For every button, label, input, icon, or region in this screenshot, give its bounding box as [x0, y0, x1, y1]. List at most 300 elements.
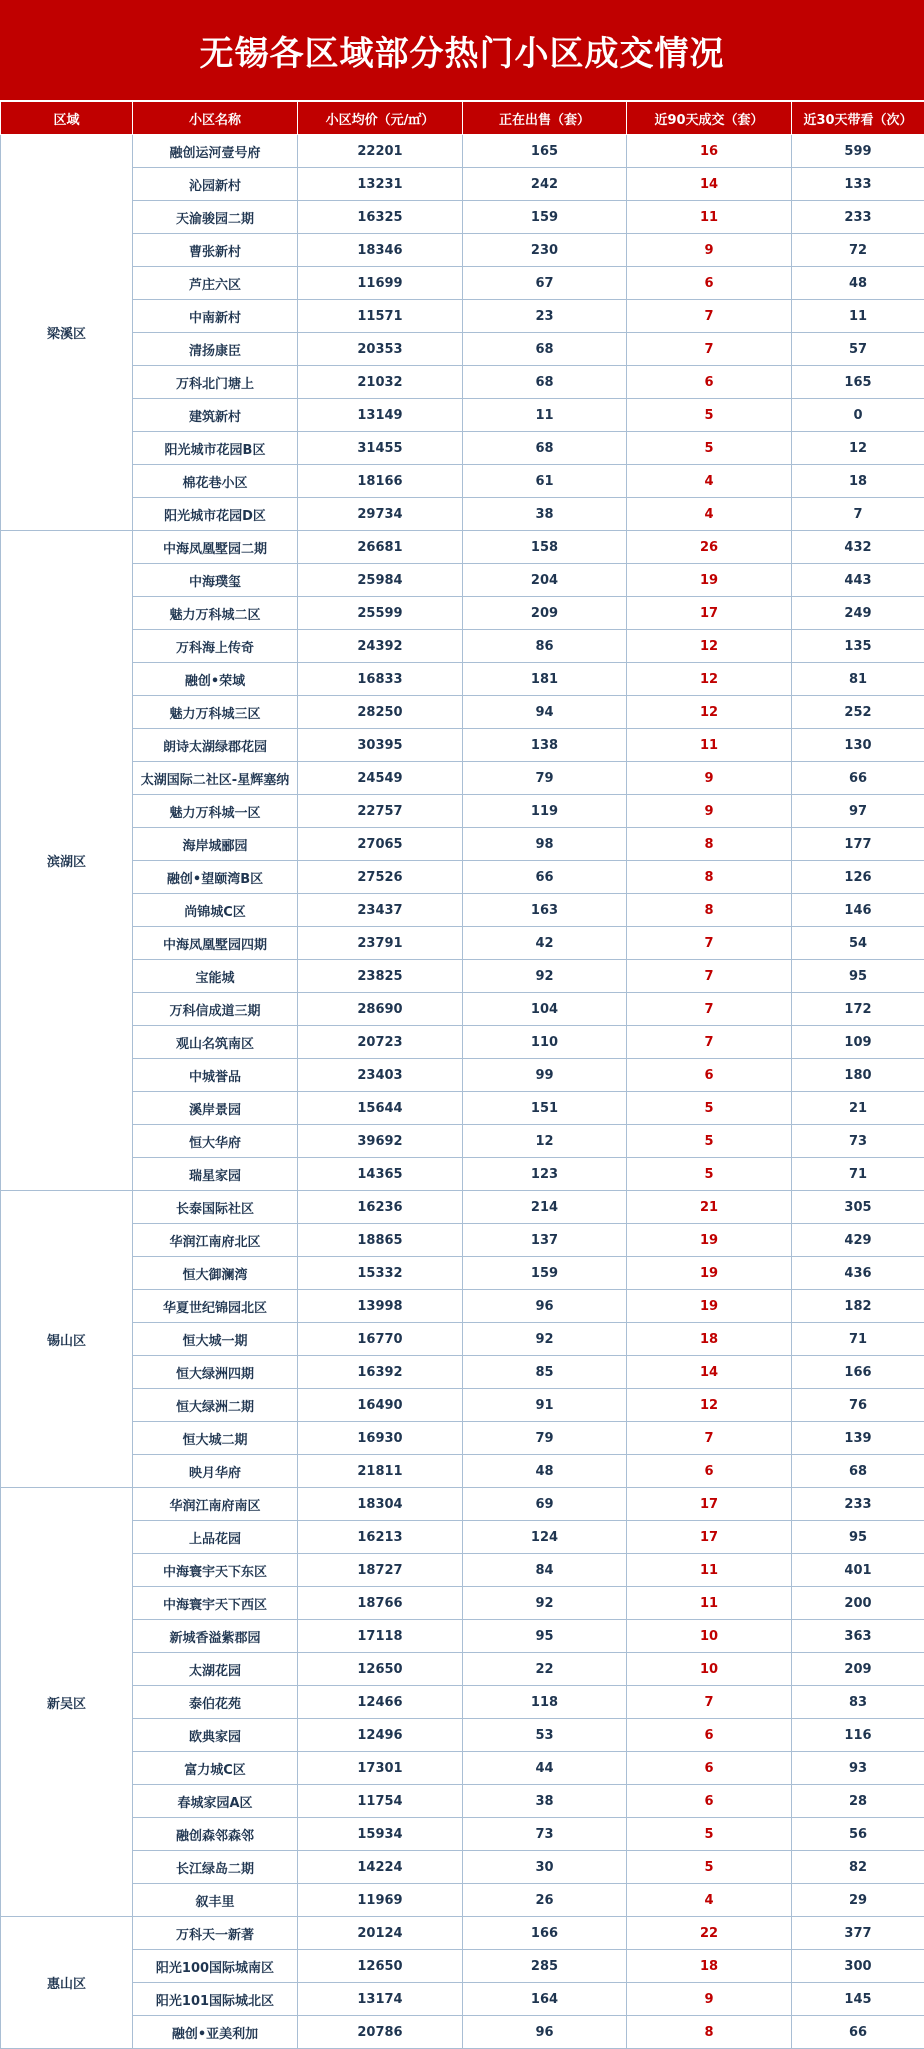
views-30d-cell: 71: [792, 1158, 924, 1191]
table-row: [1, 597, 924, 630]
views-30d-cell: 68: [792, 1455, 924, 1488]
avg-price-cell: 26681: [298, 531, 463, 564]
avg-price-cell: 16392: [298, 1356, 463, 1389]
on-sale-cell: 159: [463, 201, 627, 234]
community-name-cell: 映月华府: [133, 1455, 298, 1488]
deals-90d-cell: 9: [627, 234, 792, 267]
header-community-name: 小区名称: [133, 102, 298, 135]
deals-90d-cell: 7: [627, 333, 792, 366]
views-30d-cell: 97: [792, 795, 924, 828]
deals-90d-cell: 5: [627, 1158, 792, 1191]
on-sale-cell: 98: [463, 828, 627, 861]
deals-90d-cell: 5: [627, 1818, 792, 1851]
on-sale-cell: 85: [463, 1356, 627, 1389]
views-30d-cell: 109: [792, 1026, 924, 1059]
table-body: [1, 135, 924, 2049]
deals-90d-cell: 12: [627, 630, 792, 663]
views-30d-cell: 126: [792, 861, 924, 894]
avg-price-cell: 25599: [298, 597, 463, 630]
views-30d-cell: 95: [792, 960, 924, 993]
avg-price-cell: 15644: [298, 1092, 463, 1125]
table-row: [1, 729, 924, 762]
avg-price-cell: 17118: [298, 1620, 463, 1653]
views-30d-cell: 209: [792, 1653, 924, 1686]
header-district: 区域: [1, 102, 133, 135]
avg-price-cell: 22201: [298, 135, 463, 168]
views-30d-cell: 93: [792, 1752, 924, 1785]
deals-90d-cell: 4: [627, 1884, 792, 1917]
avg-price-cell: 11969: [298, 1884, 463, 1917]
on-sale-cell: 66: [463, 861, 627, 894]
views-30d-cell: 182: [792, 1290, 924, 1323]
on-sale-cell: 181: [463, 663, 627, 696]
community-name-cell: 朗诗太湖绿郡花园: [133, 729, 298, 762]
community-name-cell: 上品花园: [133, 1521, 298, 1554]
community-name-cell: 万科信成道三期: [133, 993, 298, 1026]
table-row: [1, 1290, 924, 1323]
deals-90d-cell: 22: [627, 1917, 792, 1950]
deals-90d-cell: 18: [627, 1323, 792, 1356]
deals-90d-cell: 6: [627, 1719, 792, 1752]
on-sale-cell: 204: [463, 564, 627, 597]
table-header-row: [1, 102, 924, 135]
views-30d-cell: 130: [792, 729, 924, 762]
views-30d-cell: 72: [792, 234, 924, 267]
deals-90d-cell: 6: [627, 1059, 792, 1092]
deals-90d-cell: 11: [627, 201, 792, 234]
views-30d-cell: 377: [792, 1917, 924, 1950]
community-name-cell: 中南新村: [133, 300, 298, 333]
avg-price-cell: 18766: [298, 1587, 463, 1620]
avg-price-cell: 11699: [298, 267, 463, 300]
table-row: [1, 1455, 924, 1488]
avg-price-cell: 14365: [298, 1158, 463, 1191]
avg-price-cell: 18304: [298, 1488, 463, 1521]
table-row: [1, 1323, 924, 1356]
deals-90d-cell: 7: [627, 927, 792, 960]
on-sale-cell: 110: [463, 1026, 627, 1059]
on-sale-cell: 138: [463, 729, 627, 762]
table-row: [1, 927, 924, 960]
table-row: [1, 1653, 924, 1686]
views-30d-cell: 18: [792, 465, 924, 498]
views-30d-cell: 57: [792, 333, 924, 366]
community-name-cell: 富力城C区: [133, 1752, 298, 1785]
table-row: [1, 1158, 924, 1191]
community-name-cell: 建筑新村: [133, 399, 298, 432]
table-row: [1, 465, 924, 498]
deals-90d-cell: 7: [627, 300, 792, 333]
on-sale-cell: 164: [463, 1983, 627, 2016]
views-30d-cell: 54: [792, 927, 924, 960]
avg-price-cell: 16930: [298, 1422, 463, 1455]
table-row: [1, 960, 924, 993]
views-30d-cell: 305: [792, 1191, 924, 1224]
community-name-cell: 太湖国际二社区-星辉塞纳: [133, 762, 298, 795]
views-30d-cell: 28: [792, 1785, 924, 1818]
community-name-cell: 长泰国际社区: [133, 1191, 298, 1224]
table-row: [1, 135, 924, 168]
on-sale-cell: 30: [463, 1851, 627, 1884]
avg-price-cell: 16325: [298, 201, 463, 234]
views-30d-cell: 82: [792, 1851, 924, 1884]
deals-90d-cell: 9: [627, 762, 792, 795]
on-sale-cell: 96: [463, 2016, 627, 2049]
district-cell: 滨湖区: [1, 531, 133, 1191]
community-name-cell: 魅力万科城一区: [133, 795, 298, 828]
table-row: [1, 1818, 924, 1851]
community-name-cell: 万科天一新著: [133, 1917, 298, 1950]
views-30d-cell: 401: [792, 1554, 924, 1587]
table-row: [1, 1356, 924, 1389]
views-30d-cell: 12: [792, 432, 924, 465]
views-30d-cell: 429: [792, 1224, 924, 1257]
table-row: [1, 1257, 924, 1290]
table-row: [1, 399, 924, 432]
avg-price-cell: 27526: [298, 861, 463, 894]
table-row: [1, 168, 924, 201]
avg-price-cell: 16213: [298, 1521, 463, 1554]
avg-price-cell: 18166: [298, 465, 463, 498]
deals-90d-cell: 10: [627, 1653, 792, 1686]
table-row: [1, 1851, 924, 1884]
on-sale-cell: 95: [463, 1620, 627, 1653]
table-row: [1, 366, 924, 399]
on-sale-cell: 124: [463, 1521, 627, 1554]
avg-price-cell: 12496: [298, 1719, 463, 1752]
table-row: [1, 2016, 924, 2049]
community-name-cell: 恒大城二期: [133, 1422, 298, 1455]
deals-90d-cell: 7: [627, 993, 792, 1026]
views-30d-cell: 432: [792, 531, 924, 564]
header-on-sale: 正在出售（套）: [463, 102, 627, 135]
community-name-cell: 沁园新村: [133, 168, 298, 201]
community-name-cell: 长江绿岛二期: [133, 1851, 298, 1884]
table-row: [1, 1785, 924, 1818]
on-sale-cell: 26: [463, 1884, 627, 1917]
views-30d-cell: 233: [792, 201, 924, 234]
deals-90d-cell: 14: [627, 1356, 792, 1389]
views-30d-cell: 7: [792, 498, 924, 531]
on-sale-cell: 163: [463, 894, 627, 927]
community-name-cell: 中海寰宇天下东区: [133, 1554, 298, 1587]
community-name-cell: 泰伯花苑: [133, 1686, 298, 1719]
table-row: [1, 333, 924, 366]
page-title: 无锡各区域部分热门小区成交情况: [0, 0, 924, 101]
on-sale-cell: 68: [463, 432, 627, 465]
table-row: [1, 1125, 924, 1158]
avg-price-cell: 11754: [298, 1785, 463, 1818]
table-row: [1, 894, 924, 927]
community-name-cell: 新城香溢紫郡园: [133, 1620, 298, 1653]
table-row: [1, 432, 924, 465]
on-sale-cell: 23: [463, 300, 627, 333]
avg-price-cell: 20786: [298, 2016, 463, 2049]
on-sale-cell: 104: [463, 993, 627, 1026]
views-30d-cell: 56: [792, 1818, 924, 1851]
avg-price-cell: 23791: [298, 927, 463, 960]
community-name-cell: 恒大城一期: [133, 1323, 298, 1356]
avg-price-cell: 20723: [298, 1026, 463, 1059]
on-sale-cell: 92: [463, 1323, 627, 1356]
on-sale-cell: 94: [463, 696, 627, 729]
community-name-cell: 清扬康臣: [133, 333, 298, 366]
views-30d-cell: 133: [792, 168, 924, 201]
on-sale-cell: 123: [463, 1158, 627, 1191]
community-name-cell: 曹张新村: [133, 234, 298, 267]
avg-price-cell: 15934: [298, 1818, 463, 1851]
community-name-cell: 恒大华府: [133, 1125, 298, 1158]
community-name-cell: 中海寰宇天下西区: [133, 1587, 298, 1620]
on-sale-cell: 91: [463, 1389, 627, 1422]
table-row: [1, 1026, 924, 1059]
avg-price-cell: 24392: [298, 630, 463, 663]
table-row: [1, 234, 924, 267]
on-sale-cell: 86: [463, 630, 627, 663]
deals-90d-cell: 6: [627, 1455, 792, 1488]
community-name-cell: 叙丰里: [133, 1884, 298, 1917]
deals-90d-cell: 9: [627, 1983, 792, 2016]
table-row: [1, 1092, 924, 1125]
on-sale-cell: 61: [463, 465, 627, 498]
community-name-cell: 春城家园A区: [133, 1785, 298, 1818]
table-row: [1, 1620, 924, 1653]
on-sale-cell: 92: [463, 1587, 627, 1620]
on-sale-cell: 38: [463, 498, 627, 531]
views-30d-cell: 29: [792, 1884, 924, 1917]
avg-price-cell: 27065: [298, 828, 463, 861]
table-row: [1, 1587, 924, 1620]
community-name-cell: 融创森邻森邻: [133, 1818, 298, 1851]
table-row: [1, 1686, 924, 1719]
community-name-cell: 万科北门塘上: [133, 366, 298, 399]
on-sale-cell: 166: [463, 1917, 627, 1950]
deals-90d-cell: 6: [627, 267, 792, 300]
table-row: [1, 564, 924, 597]
community-name-cell: 芦庄六区: [133, 267, 298, 300]
table-row: [1, 1488, 924, 1521]
on-sale-cell: 12: [463, 1125, 627, 1158]
table-row: [1, 531, 924, 564]
avg-price-cell: 28250: [298, 696, 463, 729]
avg-price-cell: 23825: [298, 960, 463, 993]
table-row: [1, 498, 924, 531]
on-sale-cell: 158: [463, 531, 627, 564]
views-30d-cell: 71: [792, 1323, 924, 1356]
table-row: [1, 630, 924, 663]
deals-90d-cell: 19: [627, 1224, 792, 1257]
deals-90d-cell: 11: [627, 729, 792, 762]
community-name-cell: 海岸城郦园: [133, 828, 298, 861]
community-name-cell: 融创•荣域: [133, 663, 298, 696]
on-sale-cell: 96: [463, 1290, 627, 1323]
deals-90d-cell: 5: [627, 1851, 792, 1884]
avg-price-cell: 29734: [298, 498, 463, 531]
table-row: [1, 828, 924, 861]
avg-price-cell: 13998: [298, 1290, 463, 1323]
views-30d-cell: 200: [792, 1587, 924, 1620]
community-name-cell: 太湖花园: [133, 1653, 298, 1686]
community-name-cell: 华润江南府南区: [133, 1488, 298, 1521]
avg-price-cell: 28690: [298, 993, 463, 1026]
views-30d-cell: 300: [792, 1950, 924, 1983]
table-row: [1, 1521, 924, 1554]
table-row: [1, 663, 924, 696]
views-30d-cell: 233: [792, 1488, 924, 1521]
deals-90d-cell: 4: [627, 465, 792, 498]
views-30d-cell: 83: [792, 1686, 924, 1719]
deals-90d-cell: 9: [627, 795, 792, 828]
on-sale-cell: 38: [463, 1785, 627, 1818]
avg-price-cell: 16833: [298, 663, 463, 696]
table-row: [1, 1059, 924, 1092]
table-row: [1, 1191, 924, 1224]
on-sale-cell: 73: [463, 1818, 627, 1851]
avg-price-cell: 22757: [298, 795, 463, 828]
views-30d-cell: 95: [792, 1521, 924, 1554]
deals-90d-cell: 6: [627, 1752, 792, 1785]
avg-price-cell: 11571: [298, 300, 463, 333]
deals-90d-cell: 17: [627, 1521, 792, 1554]
deals-90d-cell: 7: [627, 1422, 792, 1455]
deals-90d-cell: 4: [627, 498, 792, 531]
deals-90d-cell: 19: [627, 564, 792, 597]
views-30d-cell: 66: [792, 762, 924, 795]
views-30d-cell: 11: [792, 300, 924, 333]
community-name-cell: 阳光城市花园D区: [133, 498, 298, 531]
on-sale-cell: 42: [463, 927, 627, 960]
avg-price-cell: 20353: [298, 333, 463, 366]
table-row: [1, 300, 924, 333]
table-row: [1, 1224, 924, 1257]
on-sale-cell: 118: [463, 1686, 627, 1719]
table-row: [1, 201, 924, 234]
table-row: [1, 1719, 924, 1752]
deals-90d-cell: 16: [627, 135, 792, 168]
deals-90d-cell: 6: [627, 1785, 792, 1818]
community-name-cell: 中海凤凰墅园四期: [133, 927, 298, 960]
avg-price-cell: 25984: [298, 564, 463, 597]
community-name-cell: 天渝骏园二期: [133, 201, 298, 234]
views-30d-cell: 73: [792, 1125, 924, 1158]
community-name-cell: 阳光100国际城南区: [133, 1950, 298, 1983]
community-name-cell: 阳光城市花园B区: [133, 432, 298, 465]
views-30d-cell: 177: [792, 828, 924, 861]
community-name-cell: 华润江南府北区: [133, 1224, 298, 1257]
views-30d-cell: 599: [792, 135, 924, 168]
avg-price-cell: 17301: [298, 1752, 463, 1785]
deals-90d-cell: 12: [627, 696, 792, 729]
district-cell: 新吴区: [1, 1488, 133, 1917]
deals-90d-cell: 11: [627, 1587, 792, 1620]
community-name-cell: 尚锦城C区: [133, 894, 298, 927]
table-row: [1, 1917, 924, 1950]
community-name-cell: 融创•望颐湾B区: [133, 861, 298, 894]
deals-90d-cell: 8: [627, 894, 792, 927]
on-sale-cell: 53: [463, 1719, 627, 1752]
on-sale-cell: 84: [463, 1554, 627, 1587]
avg-price-cell: 21032: [298, 366, 463, 399]
table-row: [1, 1389, 924, 1422]
deals-90d-cell: 8: [627, 861, 792, 894]
views-30d-cell: 48: [792, 267, 924, 300]
on-sale-cell: 79: [463, 762, 627, 795]
table-row: [1, 1884, 924, 1917]
views-30d-cell: 116: [792, 1719, 924, 1752]
avg-price-cell: 23403: [298, 1059, 463, 1092]
on-sale-cell: 11: [463, 399, 627, 432]
deals-90d-cell: 7: [627, 1026, 792, 1059]
deals-90d-cell: 7: [627, 960, 792, 993]
deals-90d-cell: 14: [627, 168, 792, 201]
deals-90d-cell: 17: [627, 1488, 792, 1521]
on-sale-cell: 92: [463, 960, 627, 993]
on-sale-cell: 159: [463, 1257, 627, 1290]
on-sale-cell: 44: [463, 1752, 627, 1785]
community-name-cell: 瑞星家园: [133, 1158, 298, 1191]
avg-price-cell: 30395: [298, 729, 463, 762]
avg-price-cell: 12466: [298, 1686, 463, 1719]
header-avg-price: 小区均价（元/㎡）: [298, 102, 463, 135]
deals-90d-cell: 12: [627, 1389, 792, 1422]
on-sale-cell: 99: [463, 1059, 627, 1092]
deals-90d-cell: 5: [627, 1092, 792, 1125]
community-name-cell: 观山名筑南区: [133, 1026, 298, 1059]
deals-90d-cell: 8: [627, 828, 792, 861]
avg-price-cell: 31455: [298, 432, 463, 465]
views-30d-cell: 166: [792, 1356, 924, 1389]
on-sale-cell: 22: [463, 1653, 627, 1686]
deals-90d-cell: 19: [627, 1290, 792, 1323]
avg-price-cell: 16490: [298, 1389, 463, 1422]
district-cell: 锡山区: [1, 1191, 133, 1488]
transactions-table: [0, 101, 924, 2049]
views-30d-cell: 135: [792, 630, 924, 663]
table-row: [1, 1950, 924, 1983]
deals-90d-cell: 8: [627, 2016, 792, 2049]
table-row: [1, 696, 924, 729]
table-row: [1, 993, 924, 1026]
community-name-cell: 恒大绿洲四期: [133, 1356, 298, 1389]
deals-90d-cell: 18: [627, 1950, 792, 1983]
views-30d-cell: 145: [792, 1983, 924, 2016]
views-30d-cell: 0: [792, 399, 924, 432]
deals-90d-cell: 26: [627, 531, 792, 564]
views-30d-cell: 249: [792, 597, 924, 630]
avg-price-cell: 23437: [298, 894, 463, 927]
views-30d-cell: 363: [792, 1620, 924, 1653]
avg-price-cell: 39692: [298, 1125, 463, 1158]
avg-price-cell: 14224: [298, 1851, 463, 1884]
deals-90d-cell: 6: [627, 366, 792, 399]
community-name-cell: 恒大御澜湾: [133, 1257, 298, 1290]
table-row: [1, 762, 924, 795]
views-30d-cell: 21: [792, 1092, 924, 1125]
avg-price-cell: 12650: [298, 1950, 463, 1983]
community-name-cell: 万科海上传奇: [133, 630, 298, 663]
district-cell: 惠山区: [1, 1917, 133, 2049]
views-30d-cell: 139: [792, 1422, 924, 1455]
on-sale-cell: 119: [463, 795, 627, 828]
on-sale-cell: 230: [463, 234, 627, 267]
views-30d-cell: 252: [792, 696, 924, 729]
deals-90d-cell: 5: [627, 432, 792, 465]
community-name-cell: 溪岸景园: [133, 1092, 298, 1125]
community-name-cell: 融创•亚美利加: [133, 2016, 298, 2049]
community-name-cell: 中城誉品: [133, 1059, 298, 1092]
community-name-cell: 魅力万科城二区: [133, 597, 298, 630]
avg-price-cell: 18346: [298, 234, 463, 267]
